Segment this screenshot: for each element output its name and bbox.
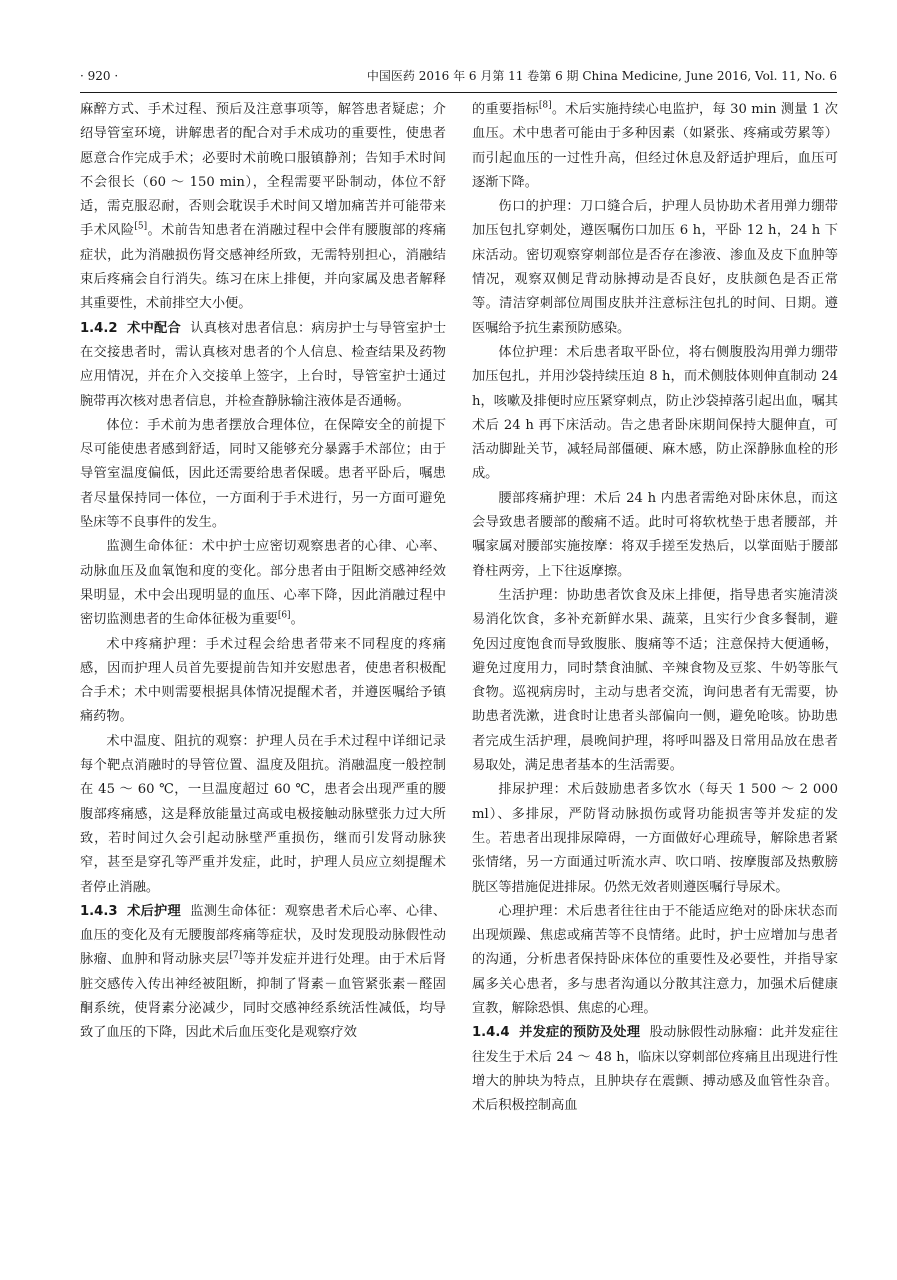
citation-ref: [5]	[134, 222, 148, 233]
section-title: 术中配合	[126, 320, 181, 336]
paragraph-text: 。	[290, 612, 304, 628]
paragraph	[472, 487, 838, 584]
section-paragraph	[472, 1021, 838, 1118]
paragraph	[80, 414, 446, 535]
paragraph-text: 等并发症并进行处理。由于术后肾脏交感传入传出神经被阻断，抑制了肾素－血管紧张素－醛固酮系统，使肾素分泌减少，同时交感神经系统活性减低，均导致了血压的下降，因此术后血压变化是观察疗效	[80, 952, 446, 1041]
paragraph-text: 伤口的护理：刀口缝合后，护理人员协助术者用弹力绷带加压包扎穿刺处，遵医嘱伤口加压 6 h，平卧 12 h，24 h 下床活动。密切观察穿刺部位是否存在渗液、渗血及皮下血肿等情况，观察双侧足背动脉搏动是否良好，皮肤颜色是否正常等。清洁穿刺部位周围皮肤并注意标注包扎的时间、日期。遵医嘱给予抗生素预防感染。	[472, 199, 838, 336]
citation-ref: [8]	[538, 100, 552, 111]
paragraph-text: 排尿护理：术后鼓励患者多饮水（每天 1 500 ～ 2 000 ml）、多排尿，严防肾动脉损伤或肾功能损害等并发症的发生。若患者出现排尿障碍，一方面做好心理疏导，解除患者紧张情绪，另一方面通过听流水声、吹口哨、按摩腹部及热敷膀胱区等措施促进排尿。仍然无效者则遵医嘱行导尿术。	[472, 782, 838, 895]
paragraph-text: 术中温度、阻抗的观察：护理人员在手术过程中详细记录每个靶点消融时的导管位置、温度及阻抗。消融温度一般控制在 45 ～ 60 ℃，一旦温度超过 60 ℃，患者会出现严重的腰腹部疼痛感，这是释放能量过高或电极接触动脉壁张力过大所致，若时间过久会引起动脉壁严重损伤，继而引发肾动脉狭窄，甚至是穿孔等严重并发症，此时，护理人员应立刻提醒术者停止消融。	[80, 733, 446, 895]
paragraph-continued	[80, 98, 446, 317]
paragraph-text: 体位：手术前为患者摆放合理体位，在保障安全的前提下尽可能使患者感到舒适，同时又能够充分暴露手术部位；由于导管室温度偏低，因此还需要给患者保暖。患者平卧后，嘱患者尽量保持同一体位，一方面利于手术进行，另一方面可避免坠床等不良事件的发生。	[80, 417, 446, 531]
paragraph-text: 术中疼痛护理：手术过程会给患者带来不同程度的疼痛感，因而护理人员首先要提前告知并安慰患者，使患者积极配合手术；术中则需要根据具体情况提醒术者，并遵医嘱给予镇痛药物。	[80, 636, 446, 725]
paragraph-text: 体位护理：术后患者取平卧位，将右侧腹股沟用弹力绷带加压包扎，并用沙袋持续压迫 8 h，而术侧肢体则伸直制动 24 h，咳嗽及排便时应压紧穿刺点，防止沙袋掉落引起出血，嘱其术后 24 h 再下床活动。告之患者卧床期间保持大腿伸直，可活动脚趾关节，减轻局部僵硬、麻木感，防止深静脉血栓的形成。	[472, 344, 838, 482]
paragraph	[472, 778, 838, 899]
section-paragraph	[80, 900, 446, 1046]
paragraph	[472, 584, 838, 778]
paragraph-text: 股动脉假性动脉瘤：此并发症往往发生于术后 24 ～ 48 h，临床以穿刺部位疼痛且出现进行性增大的肿块为特点，且肿块存在震颤、搏动感及血管性杂音。术后积极控制高血	[472, 1025, 838, 1114]
header-rule	[80, 92, 837, 93]
citation-ref: [7]	[229, 951, 243, 961]
paragraph-text: 麻醉方式、手术过程、预后及注意事项等，解答患者疑虑；介绍导管室环境，讲解患者的配合对手术成功的重要性，使患者愿意合作完成手术；必要时术前晚口服镇静剂；告知手术时间不会很长（60 ～ 150 min），全程需要平卧制动，体位不舒适，需克服忍耐，否则会耽误手术时间又增加痛苦并可能带来手术风险	[80, 102, 446, 239]
paragraph	[472, 341, 838, 487]
paragraph	[80, 730, 446, 900]
section-number: 1.4.3	[80, 903, 118, 919]
section-title: 并发症的预防及处理	[518, 1025, 641, 1041]
paragraph-text: 。术前告知患者在消融过程中会伴有腰腹部的疼痛症状，此为消融损伤肾交感神经所致，无需特别担心，消融结束后疼痛会自行消失。练习在床上排便，并向家属及患者解释其重要性，术前排空大小便。	[80, 223, 446, 312]
section-number: 1.4.4	[472, 1025, 510, 1041]
paragraph-continued	[472, 98, 838, 195]
paragraph-text: 。术后实施持续心电监护，每 30 min 测量 1 次血压。术中患者可能由于多种因素（如紧张、疼痛或劳累等）而引起血压的一过性升高，但经过休息及舒适护理后，血压可逐渐下降。	[472, 102, 838, 190]
paragraph-text: 的重要指标	[472, 102, 539, 117]
page-header	[80, 64, 837, 88]
journal-info: 中国医药 2016 年 6 月第 11 卷第 6 期 China Medicine, June 2016, Vol. 11, No. 6	[366, 69, 837, 83]
section-number: 1.4.2	[80, 320, 118, 336]
page-number: · 920 ·	[80, 69, 119, 83]
paragraph-text: 心理护理：术后患者往往由于不能适应绝对的卧床状态而出现烦躁、焦虑或痛苦等不良情绪。此时，护士应增加与患者的沟通，分析患者保持卧床体位的重要性及必要性，并指导家属多关心患者，多与患者沟通以分散其注意力，加强术后健康宣教，解除恐惧、焦虑的心理。	[472, 903, 838, 1016]
paragraph	[472, 900, 838, 1021]
paragraph	[472, 195, 838, 341]
paragraph	[80, 535, 446, 632]
paragraph-text: 生活护理：协助患者饮食及床上排便，指导患者实施清淡易消化饮食，多补充新鲜水果、蔬菜，且实行少食多餐制，避免因过度饱食而导致腹胀、腹痛等不适；注意保持大便通畅，避免过度用力，同时禁食油腻、辛辣食物及豆浆、牛奶等胀气食物。巡视病房时，主动与患者交流，询问患者有无需要，协助患者洗漱，进食时让患者头部偏向一侧，避免呛咳。协助患者完成生活护理，晨晚间护理，将呼叫器及日常用品放在患者易取处，满足患者基本的生活需要。	[472, 587, 838, 774]
paragraph	[80, 633, 446, 730]
paragraph-text: 认真核对患者信息：病房护士与导管室护士在交接患者时，需认真核对患者的个人信息、检查结果及药物应用情况，并在介入交接单上签字，上台时，导管室护士通过腕带再次核对患者信息，并检查静脉输注液体是否通畅。	[80, 320, 446, 409]
section-title: 术后护理	[126, 903, 181, 919]
citation-ref: [6]	[277, 610, 291, 621]
paragraph-text: 监测生命体征：观察患者术后心率、心律、血压的变化及有无腰腹部疼痛等症状，及时发现股动脉假性动脉瘤、血肿和肾动脉夹层	[80, 903, 446, 968]
paragraph-text: 腰部疼痛护理：术后 24 h 内患者需绝对卧床休息，而这会导致患者腰部的酸痛不适。此时可将软枕垫于患者腰部，并嘱家属对腰部实施按摩：将双手搓至发热后，以掌面贴于腰部脊柱两旁，上下往返摩擦。	[472, 490, 838, 579]
paragraph-text: 监测生命体征：术中护士应密切观察患者的心律、心率、动脉血压及血氧饱和度的变化。部分患者由于阻断交感神经效果明显，术中会出现明显的血压、心率下降，因此消融过程中密切监测患者的生命体征极为重要	[80, 539, 446, 628]
left-column	[80, 98, 446, 1258]
section-paragraph	[80, 317, 446, 414]
right-column	[472, 98, 838, 1258]
